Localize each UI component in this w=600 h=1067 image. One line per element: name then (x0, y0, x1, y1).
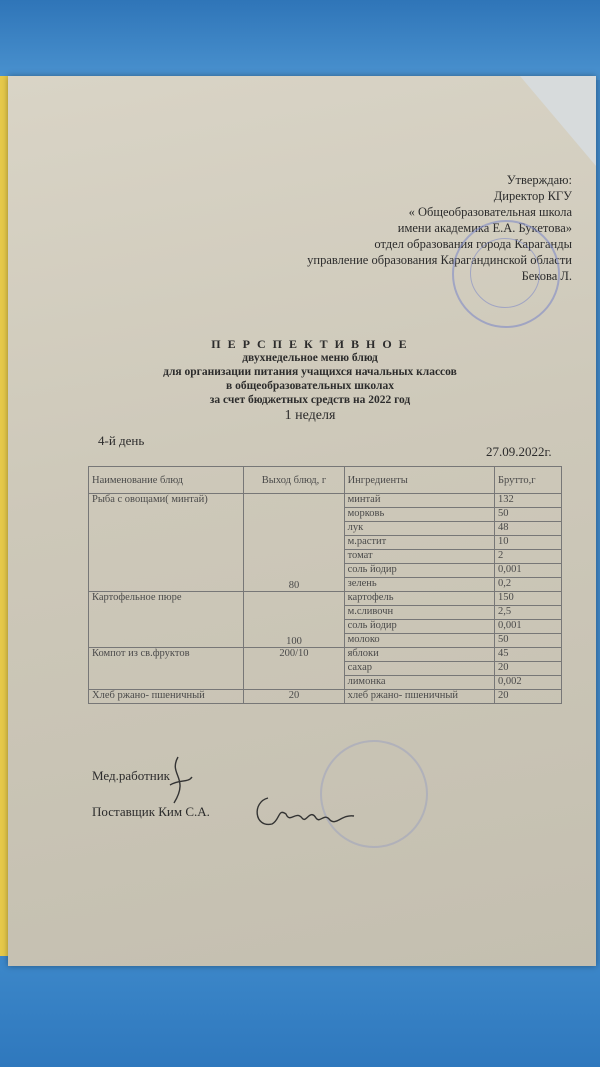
day-label: 4-й день (98, 433, 145, 448)
brutto-cell: 0,001 (494, 620, 561, 634)
ingredient-cell: лимонка (344, 676, 494, 690)
background-wall-bottom (0, 960, 600, 1067)
table-row (89, 690, 562, 704)
ingredient-cell: сахар (344, 662, 494, 676)
dish-name-cell: Компот из св.фруктов (89, 648, 244, 690)
table-row (89, 494, 562, 508)
brutto-cell: 150 (494, 592, 561, 606)
ingredient-cell: соль йодир (344, 620, 494, 634)
dish-output-cell: 80 (244, 494, 344, 592)
supplier-signature-label: Поставщик Ким С.А. (92, 804, 210, 819)
heading-line: для организации питания учащихся начальных классов (163, 366, 457, 378)
dish-name-cell: Хлеб ржано- пшеничный (89, 690, 244, 704)
school-stamp (452, 220, 560, 328)
heading-line: за счет бюджетных средств на 2022 год (209, 394, 411, 406)
menu-table (88, 466, 562, 704)
dish-output-cell: 100 (244, 592, 344, 648)
brutto-cell: 0,002 (494, 676, 561, 690)
brutto-cell: 45 (494, 648, 561, 662)
table-row (89, 592, 562, 606)
approval-line: отдел образования города Караганды (374, 237, 572, 251)
ingredient-cell: картофель (344, 592, 494, 606)
ingredient-cell: молоко (344, 634, 494, 648)
brutto-cell: 50 (494, 508, 561, 522)
brutto-cell: 48 (494, 522, 561, 536)
plastic-sleeve-fold (520, 76, 596, 166)
ingredient-cell: яблоки (344, 648, 494, 662)
approval-line: Бекова Л. (521, 269, 572, 283)
header-cell: Брутто,г (494, 467, 561, 494)
brutto-cell: 2 (494, 550, 561, 564)
brutto-cell: 2,5 (494, 606, 561, 620)
dish-output-cell: 20 (244, 690, 344, 704)
header-cell: Выход блюд, г (244, 467, 344, 494)
brutto-cell: 0,2 (494, 578, 561, 592)
table-row (89, 648, 562, 662)
ingredient-cell: м.сливочн (344, 606, 494, 620)
approval-line: управление образования Карагандинской области (307, 253, 572, 267)
document-heading (150, 337, 470, 423)
brutto-cell: 132 (494, 494, 561, 508)
approval-line: имени академика Е.А. Букетова» (397, 221, 572, 235)
approval-line: « Общеобразовательная школа (408, 205, 572, 219)
brutto-cell: 20 (494, 690, 561, 704)
ingredient-cell: морковь (344, 508, 494, 522)
header-cell: Ингредиенты (344, 467, 494, 494)
approval-line: Утверждаю: (506, 173, 572, 187)
brutto-cell: 50 (494, 634, 561, 648)
ingredient-cell: м.растит (344, 536, 494, 550)
ingredient-cell: минтай (344, 494, 494, 508)
ingredient-cell: соль йодир (344, 564, 494, 578)
week-label: 1 неделя (284, 408, 336, 423)
brutto-cell: 10 (494, 536, 561, 550)
background-wall-top (0, 0, 600, 80)
ingredient-cell: хлеб ржано- пшеничный (344, 690, 494, 704)
medic-signature-label: Мед.работник (92, 768, 170, 783)
heading-line: двухнедельное меню блюд (242, 352, 378, 364)
brutto-cell: 20 (494, 662, 561, 676)
supplier-signature (250, 790, 360, 835)
ingredient-cell: зелень (344, 578, 494, 592)
brutto-cell: 0,001 (494, 564, 561, 578)
ingredient-cell: томат (344, 550, 494, 564)
medic-signature (160, 755, 200, 805)
table-header-row (89, 467, 562, 494)
dish-output-cell: 200/10 (244, 648, 344, 690)
ingredient-cell: лук (344, 522, 494, 536)
document-title: П Е Р С П Е К Т И В Н О Е (211, 337, 409, 351)
heading-line: в общеобразовательных школах (226, 380, 394, 392)
menu-table-body (89, 494, 562, 704)
date-label: 27.09.2022г. (486, 444, 552, 459)
header-cell: Наименование блюд (89, 467, 244, 494)
dish-name-cell: Рыба с овощами( минтай) (89, 494, 244, 592)
dish-name-cell: Картофельное пюре (89, 592, 244, 648)
approval-line: Директор КГУ (493, 189, 572, 203)
